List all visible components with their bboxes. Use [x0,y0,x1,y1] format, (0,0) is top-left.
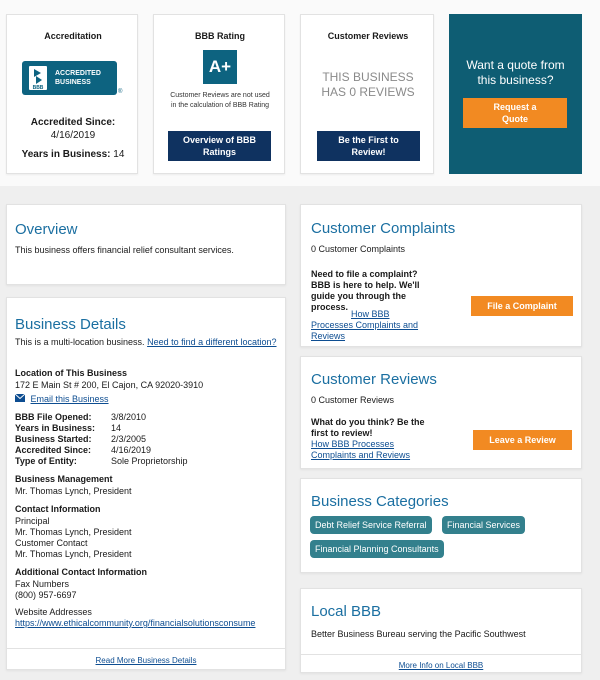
email-business-link[interactable]: Email this Business [30,394,109,404]
reviews-process-link[interactable]: How BBB Processes Complaints and Reviews [311,439,411,460]
customer-reviews-card [300,14,434,174]
overview-text: This business offers financial relief consultant services. [15,245,234,255]
logo-text-1: ACCREDITED [55,70,101,77]
file-complaint-button[interactable]: File a Complaint [471,296,573,316]
customer-complaints-card [300,204,582,347]
fact-row: Business Started: 2/3/2005 [15,434,147,444]
additional-contact-label: Additional Contact Information [15,567,147,577]
registered-mark: ® [118,89,123,95]
no-reviews-text: THIS BUSINESS HAS 0 REVIEWS [321,70,415,99]
complaints-count: 0 Customer Complaints [311,244,406,254]
customer-reviews-section [300,356,582,469]
category-chip[interactable]: Financial Services [442,516,525,534]
email-business-row[interactable] [15,394,109,405]
reviews-heading: Customer Reviews [327,31,409,41]
years-value: 14 [113,149,125,160]
quote-card [449,14,582,174]
fax-value: (800) 957-6697 [15,590,77,600]
local-divider [301,654,581,655]
find-location-link[interactable]: Need to find a different location? [147,337,277,347]
website-label: Website Addresses [15,607,92,617]
read-more-details-link[interactable]: Read More Business Details [95,656,197,665]
multi-location-label: This is a multi-location business. [15,337,145,347]
accredited-business-logo [22,61,117,95]
management-label: Business Management [15,474,113,484]
category-chip[interactable]: Debt Relief Service Referral [310,516,432,534]
envelope-icon [15,394,25,405]
accreditation-heading: Accreditation [44,31,102,41]
years-label: Years in Business: [21,149,111,160]
contact-lines: Principal Mr. Thomas Lynch, President Customer Contact Mr. Thomas Lynch, President [15,516,132,559]
bbb-mark: BBB [32,85,44,91]
accredited-since-label: Accredited Since: [30,117,116,128]
review-prompt: What do you think? Be the first to review! [311,417,425,438]
local-bbb-title: Local BBB [311,603,382,620]
management-value: Mr. Thomas Lynch, President [15,486,132,496]
overview-ratings-button[interactable]: Overview of BBB Ratings [168,131,271,161]
complaint-prompt: Need to file a complaint? BBB is here to help. We'll guide you through the process. [311,269,420,312]
details-divider [7,648,285,649]
category-chip[interactable]: Financial Planning Consultants [310,540,444,558]
location-label: Location of This Business [15,368,128,378]
local-bbb-card [300,588,582,673]
fact-row: BBB File Opened: 3/8/2010 [15,412,147,422]
local-bbb-text: Better Business Bureau serving the Pacific Southwest [311,629,526,639]
accredited-since-value: 4/16/2019 [50,130,96,141]
address-text: 172 E Main St # 200, El Cajon, CA 92020-3910 [15,380,204,390]
business-categories-card [300,478,582,573]
first-review-button[interactable]: Be the First to Review! [317,131,420,161]
reviews-count: 0 Customer Reviews [311,395,395,405]
reviews-title: Customer Reviews [311,371,437,388]
rating-note: Customer Reviews are not used in the calculation of BBB Rating [170,92,270,109]
fax-label: Fax Numbers [15,579,70,589]
leave-review-button[interactable]: Leave a Review [473,430,572,450]
bbb-torch-icon [28,65,48,91]
facts-list [15,412,277,467]
overview-title: Overview [15,221,78,238]
quote-heading: Want a quote from this business? [466,58,565,87]
categories-title: Business Categories [311,493,449,510]
business-details-title: Business Details [15,316,126,333]
years-in-business [7,149,139,160]
complaints-title: Customer Complaints [311,220,456,237]
rating-heading: BBB Rating [195,31,245,41]
bbb-rating-card [153,14,285,174]
overview-card [6,204,286,285]
fact-row: Accredited Since: 4/16/2019 [15,445,152,455]
fact-row: Years in Business: 14 [15,423,122,433]
request-quote-button[interactable]: Request a Quote [463,98,567,128]
fact-row: Type of Entity: Sole Proprietorship [15,456,188,466]
contact-label: Contact Information [15,504,101,514]
logo-text-2: BUSINESS [55,79,91,86]
local-bbb-link[interactable]: More Info on Local BBB [398,661,484,670]
business-details-card [6,297,286,670]
complaints-process-link[interactable]: How BBB Processes Complaints and Reviews [311,309,419,341]
accreditation-card [6,14,138,174]
rating-grade-badge: A+ [203,50,237,84]
website-link[interactable]: https://www.ethicalcommunity.org/financialsolutionsconsume [15,618,256,628]
multi-location-text [15,337,277,348]
